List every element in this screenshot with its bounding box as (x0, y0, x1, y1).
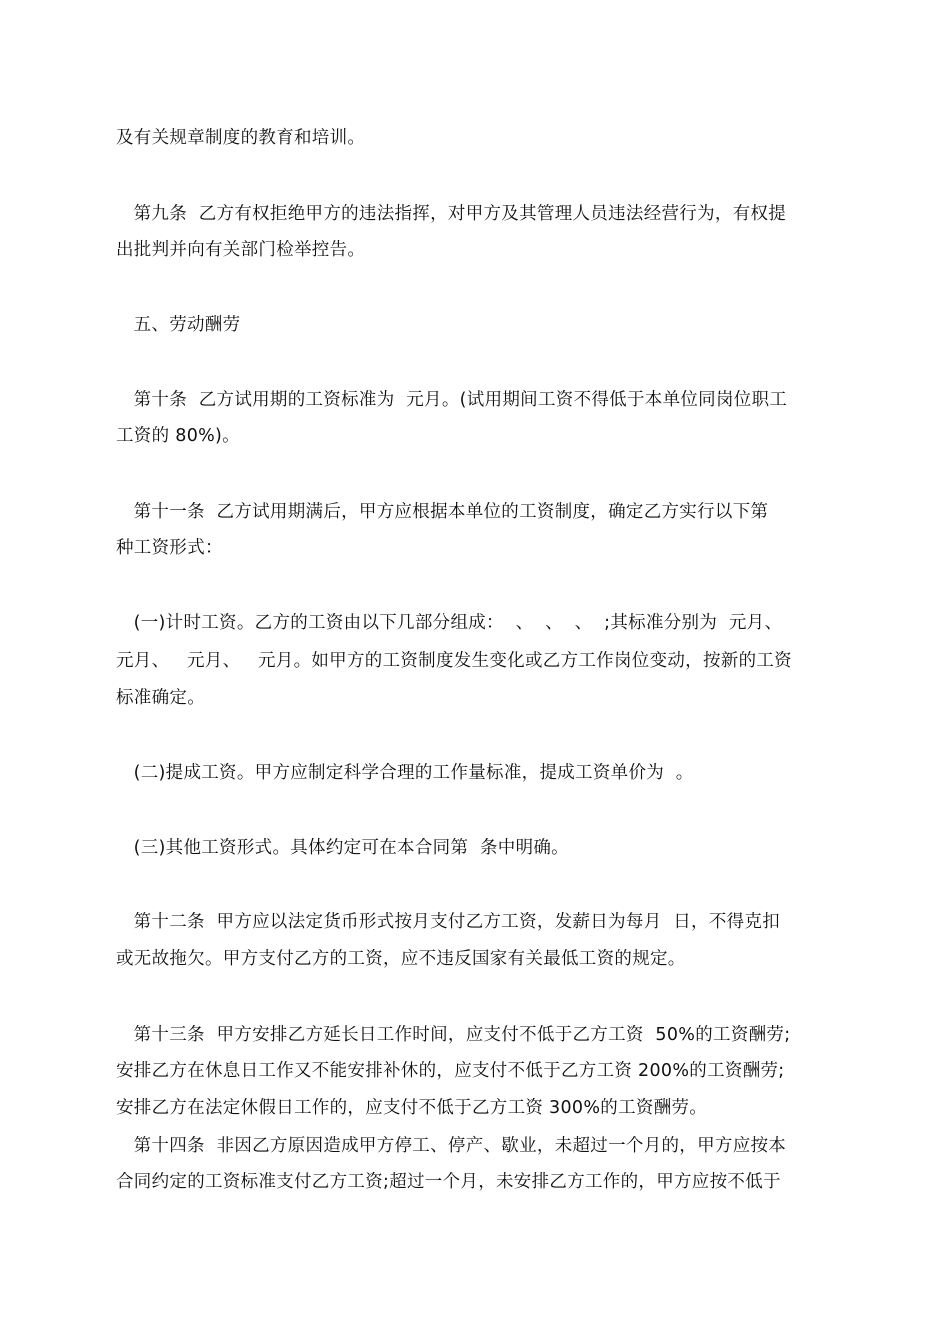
text-line: 安排乙方在法定休假日工作的，应支付不低于乙方工资 300%的工资酬劳。 (116, 1098, 708, 1118)
text-line: 或无故拖欠。甲方支付乙方的工资，应不违反国家有关最低工资的规定。 (116, 949, 686, 969)
text-line: 合同约定的工资标准支付乙方工资;超过一个月，未安排乙方工作的，甲方应按不低于 (116, 1172, 781, 1192)
text-line: 第九条 乙方有权拒绝甲方的违法指挥，对甲方及其管理人员违法经营行为，有权提 (116, 204, 787, 224)
text-line: 第十一条 乙方试用期满后，甲方应根据本单位的工资制度，确定乙方实行以下第 (116, 502, 769, 522)
text-line: (一)计时工资。乙方的工资由以下几部分组成： 、 、 、 ;其标准分别为 元月、 (116, 613, 783, 633)
text-line: 第十三条 甲方安排乙方延长日工作时间，应支付不低于乙方工资 50%的工资酬劳; (116, 1025, 791, 1045)
text-line: 标准确定。 (116, 688, 205, 708)
text-line: 元月、 元月、 元月。如甲方的工资制度发生变化或乙方工作岗位变动，按新的工资 (116, 651, 792, 671)
text-line: 种工资形式： (116, 538, 223, 558)
text-line: 第十二条 甲方应以法定货币形式按月支付乙方工资，发薪日为每月 日，不得克扣 (116, 912, 781, 932)
text-line: 工资的 80%)。 (116, 426, 240, 446)
section-heading: 五、劳动酬劳 (116, 315, 241, 335)
text-line: 出批判并向有关部门检举控告。 (116, 240, 366, 260)
text-line: (三)其他工资形式。具体约定可在本合同第 条中明确。 (116, 838, 569, 858)
text-line: 及有关规章制度的教育和培训。 (116, 128, 366, 148)
text-line: 第十条 乙方试用期的工资标准为 元月。(试用期间工资不得低于本单位同岗位职工 (116, 390, 788, 410)
text-line: (二)提成工资。甲方应制定科学合理的工作量标准，提成工资单价为 。 (116, 763, 694, 783)
text-line: 第十四条 非因乙方原因造成甲方停工、停产、歇业，未超过一个月的，甲方应按本 (116, 1136, 787, 1156)
text-line: 安排乙方在休息日工作又不能安排补休的，应支付不低于乙方工资 200%的工资酬劳; (116, 1061, 785, 1081)
